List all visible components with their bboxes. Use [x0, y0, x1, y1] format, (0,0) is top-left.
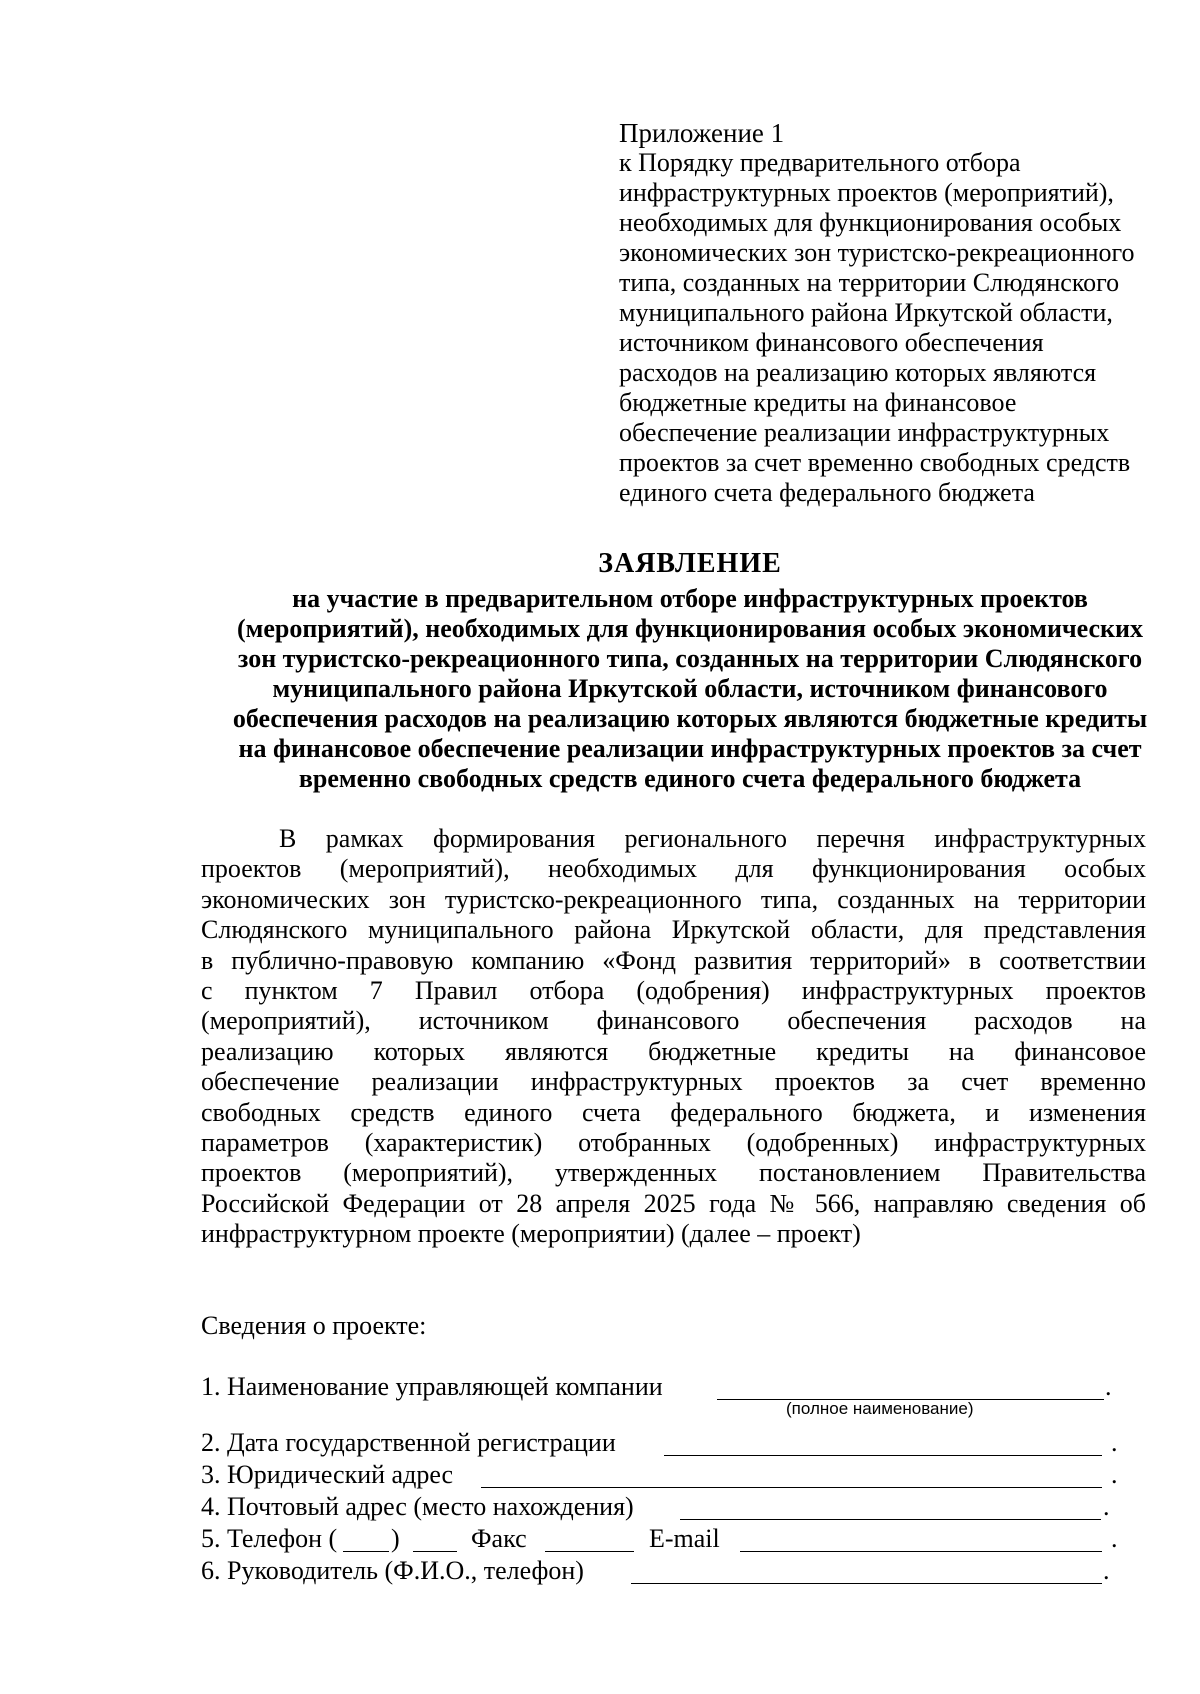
appendix-title: Приложение 1 — [619, 118, 785, 148]
body-line: экономических зон туристско-рекреационного типа, созданных на территории — [201, 884, 1146, 914]
field-postal-address-label: 4. Почтовый адрес (место нахождения) — [201, 1492, 634, 1521]
heading-line: временно свободных средств единого счета федерального бюджета — [298, 764, 1082, 793]
field-reg-date-label: 2. Дата государственной регистрации — [201, 1428, 616, 1457]
field-company-hint-row — [201, 1399, 1151, 1427]
field-company-label: 1. Наименование управляющей компании — [201, 1372, 663, 1401]
field-contacts — [201, 1523, 1151, 1555]
field-reg-date-end: . — [1111, 1428, 1118, 1457]
field-company-hint: (полное наименование) — [786, 1399, 974, 1418]
document-title: ЗАЯВЛЕНИЕ — [598, 548, 782, 579]
field-head — [201, 1555, 1151, 1587]
body-line: с пунктом 7 Правил отбора (одобрения) инфраструктурных проектов — [201, 975, 1146, 1005]
document-heading — [190, 546, 1190, 794]
field-reg-date-input[interactable] — [664, 1455, 1102, 1456]
body-paragraph — [201, 824, 1146, 1249]
appendix-line: расходов на реализацию которых являются — [619, 358, 1097, 387]
field-company — [201, 1371, 1151, 1403]
appendix-line: экономических зон туристско-рекреационного — [619, 238, 1135, 267]
appendix-line: единого счета федерального бюджета — [619, 478, 1035, 507]
field-phone-input[interactable] — [413, 1551, 457, 1552]
field-legal-address-input[interactable] — [481, 1487, 1102, 1488]
field-legal-address-end: . — [1111, 1460, 1118, 1489]
appendix-line: к Порядку предварительного отбора — [619, 148, 1021, 177]
body-line: В рамках формирования регионального перечня инфраструктурных — [279, 824, 1146, 853]
appendix-line: типа, созданных на территории Слюдянского — [619, 268, 1120, 297]
body-line: Слюдянского муниципального района Иркутской области, для представления — [201, 915, 1146, 945]
appendix-line: муниципального района Иркутской области, — [619, 298, 1113, 327]
field-postal-address-end: . — [1103, 1492, 1110, 1521]
field-head-end: . — [1103, 1556, 1110, 1585]
heading-line: на финансовое обеспечение реализации инфраструктурных проектов за счет — [238, 734, 1142, 763]
body-line: свободных средств единого счета федерального бюджета, и изменения — [201, 1097, 1146, 1127]
project-info-form — [201, 1371, 1151, 1587]
heading-line: на участие в предварительном отборе инфраструктурных проектов — [292, 584, 1088, 613]
body-line: инфраструктурном проекте (мероприятии) (далее – проект) — [201, 1219, 861, 1249]
heading-line: муниципального района Иркутской области, источником финансового — [272, 674, 1108, 703]
field-fax-label: Факс — [471, 1524, 527, 1553]
field-fax-input[interactable] — [545, 1551, 634, 1552]
body-line: проектов (мероприятий), утвержденных постановлением Правительства — [201, 1158, 1146, 1188]
body-line: реализацию которых являются бюджетные кредиты на финансовое — [201, 1036, 1146, 1066]
appendix-line: инфраструктурных проектов (мероприятий), — [619, 178, 1114, 207]
body-line: в публично-правовую компанию «Фонд развития территорий» в соответствии — [201, 945, 1146, 975]
field-postal-address — [201, 1491, 1151, 1523]
body-line: (мероприятий), источником финансового обеспечения расходов на — [201, 1006, 1146, 1036]
field-contacts-end: . — [1111, 1524, 1118, 1553]
project-info-intro: Сведения о проекте: — [201, 1311, 427, 1340]
body-line: Российской Федерации от 28 апреля 2025 года № 566, направляю сведения об — [201, 1188, 1146, 1218]
body-line: обеспечение реализации инфраструктурных проектов за счет временно — [201, 1067, 1146, 1097]
field-head-input[interactable] — [631, 1583, 1102, 1584]
heading-line: (мероприятий), необходимых для функционирования особых экономических — [236, 614, 1143, 643]
appendix-line: проектов за счет временно свободных средств — [619, 448, 1131, 477]
field-email-input[interactable] — [740, 1551, 1102, 1552]
field-company-end: . — [1105, 1372, 1112, 1401]
field-postal-address-input[interactable] — [680, 1519, 1101, 1520]
field-phone-close: ) — [391, 1524, 400, 1553]
appendix-line: бюджетные кредиты на финансовое — [619, 388, 1017, 417]
field-legal-address-label: 3. Юридический адрес — [201, 1460, 454, 1489]
body-line: проектов (мероприятий), необходимых для функционирования особых — [201, 854, 1146, 884]
heading-line: зон туристско-рекреационного типа, созданных на территории Слюдянского — [237, 644, 1143, 673]
document-subtitle — [190, 584, 1190, 794]
heading-line: обеспечения расходов на реализацию которых являются бюджетные кредиты — [232, 704, 1148, 733]
appendix-line: обеспечение реализации инфраструктурных — [619, 418, 1110, 447]
appendix-block — [619, 116, 1179, 508]
field-email-label: E-mail — [649, 1524, 720, 1553]
appendix-line: источником финансового обеспечения — [619, 328, 1044, 357]
field-phone-label: 5. Телефон ( — [201, 1524, 338, 1553]
appendix-text — [619, 148, 1179, 508]
field-reg-date — [201, 1427, 1151, 1459]
field-phone-code-input[interactable] — [343, 1551, 389, 1552]
body-line: параметров (характеристик) отобранных (одобренных) инфраструктурных — [201, 1127, 1146, 1157]
field-head-label: 6. Руководитель (Ф.И.О., телефон) — [201, 1556, 584, 1585]
appendix-line: необходимых для функционирования особых — [619, 208, 1122, 237]
field-legal-address — [201, 1459, 1151, 1491]
